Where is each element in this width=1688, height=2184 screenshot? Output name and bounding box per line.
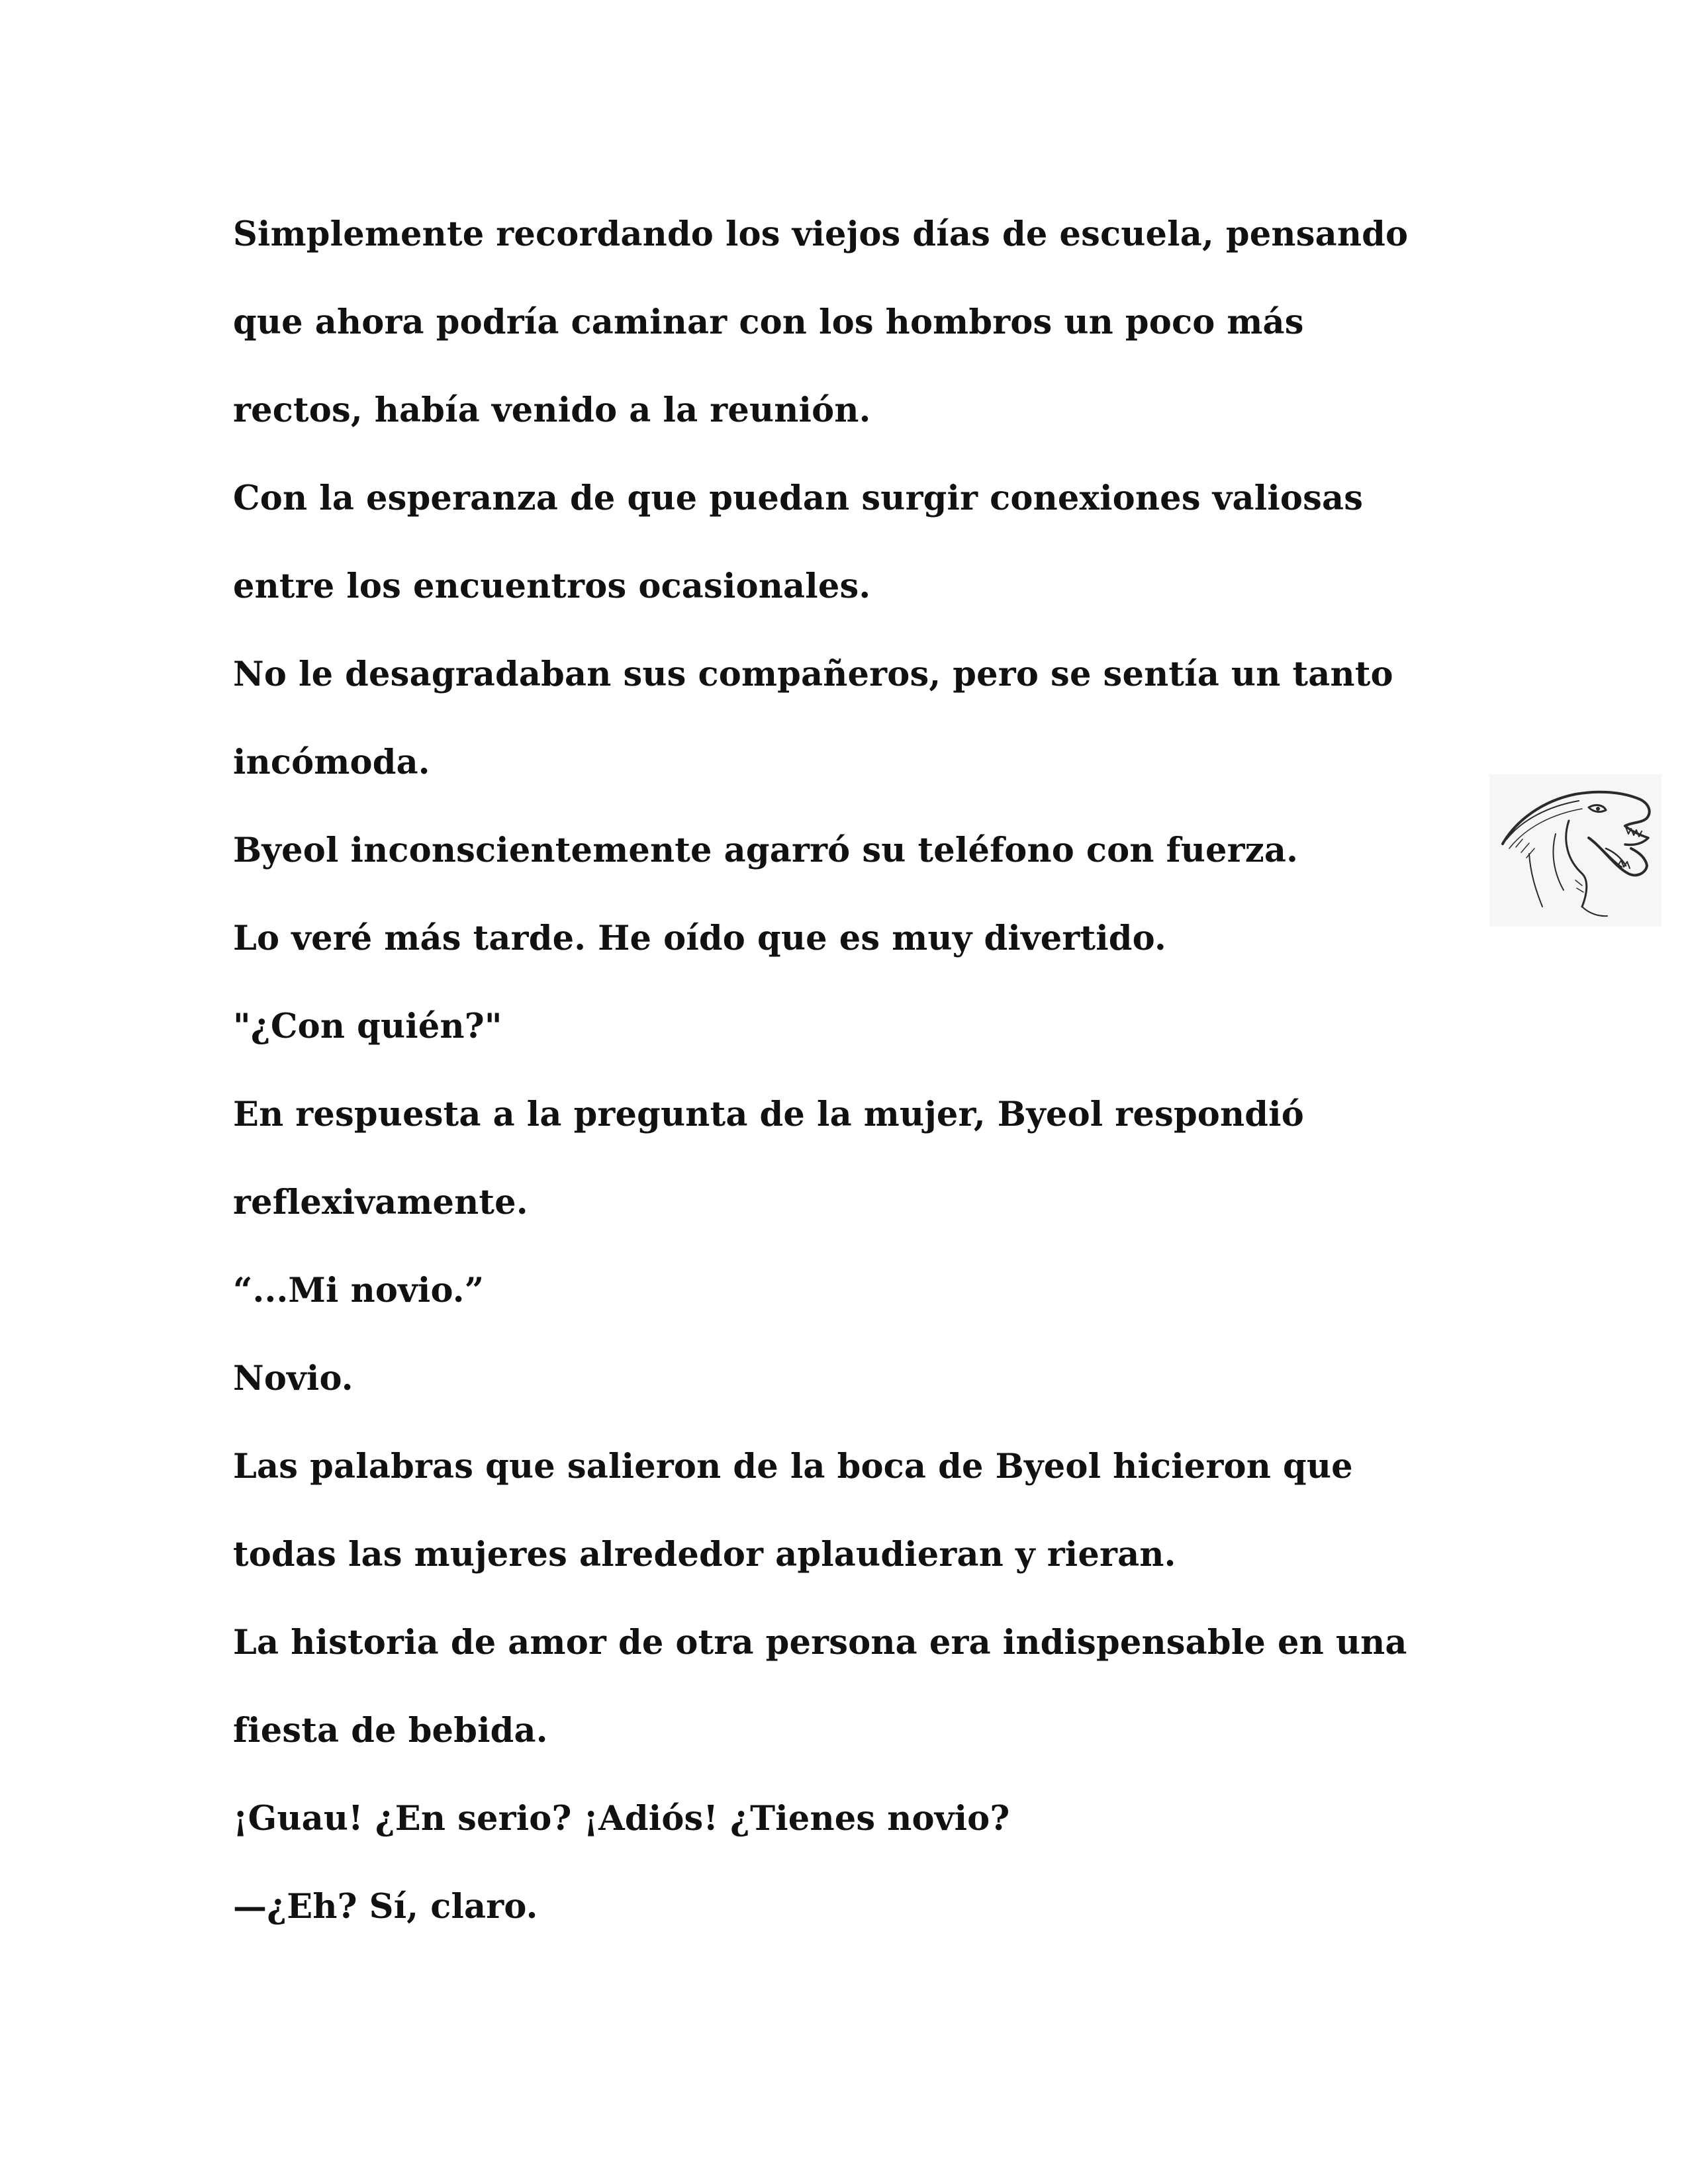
text-line: La historia de amor de otra persona era indispensable en una bbox=[233, 1623, 1407, 1662]
text-line: “...Mi novio.” bbox=[233, 1271, 485, 1310]
text-line: Lo veré más tarde. He oído que es muy divertido. bbox=[233, 919, 1166, 958]
text-line: incómoda. bbox=[233, 743, 430, 782]
text-line: entre los encuentros ocasionales. bbox=[233, 567, 871, 606]
text-line: "¿Con quién?" bbox=[233, 1007, 502, 1046]
document-body bbox=[233, 191, 1464, 1951]
text-line: No le desagradaban sus compañeros, pero se sentía un tanto bbox=[233, 655, 1393, 694]
text-line: reflexivamente. bbox=[233, 1183, 528, 1222]
text-line: Novio. bbox=[233, 1359, 353, 1398]
text-line: En respuesta a la pregunta de la mujer, Byeol respondió bbox=[233, 1095, 1304, 1134]
text-line: Con la esperanza de que puedan surgir conexiones valiosas bbox=[233, 478, 1364, 518]
text-line: Simplemente recordando los viejos días de escuela, pensando bbox=[233, 214, 1409, 254]
text-line: Las palabras que salieron de la boca de Byeol hicieron que bbox=[233, 1447, 1353, 1486]
text-line: rectos, había venido a la reunión. bbox=[233, 390, 871, 430]
text-line: todas las mujeres alrededor aplaudieran y rieran. bbox=[233, 1535, 1176, 1574]
text-line: Byeol inconscientemente agarró su teléfono con fuerza. bbox=[233, 831, 1299, 870]
text-line: que ahora podría caminar con los hombros un poco más bbox=[233, 302, 1304, 342]
dinosaur-sketch-icon bbox=[1489, 774, 1662, 927]
text-line: fiesta de bebida. bbox=[233, 1711, 548, 1751]
text-line: ¡Guau! ¿En serio? ¡Adiós! ¿Tienes novio? bbox=[233, 1799, 1010, 1839]
text-line: —¿Eh? Sí, claro. bbox=[233, 1887, 538, 1927]
